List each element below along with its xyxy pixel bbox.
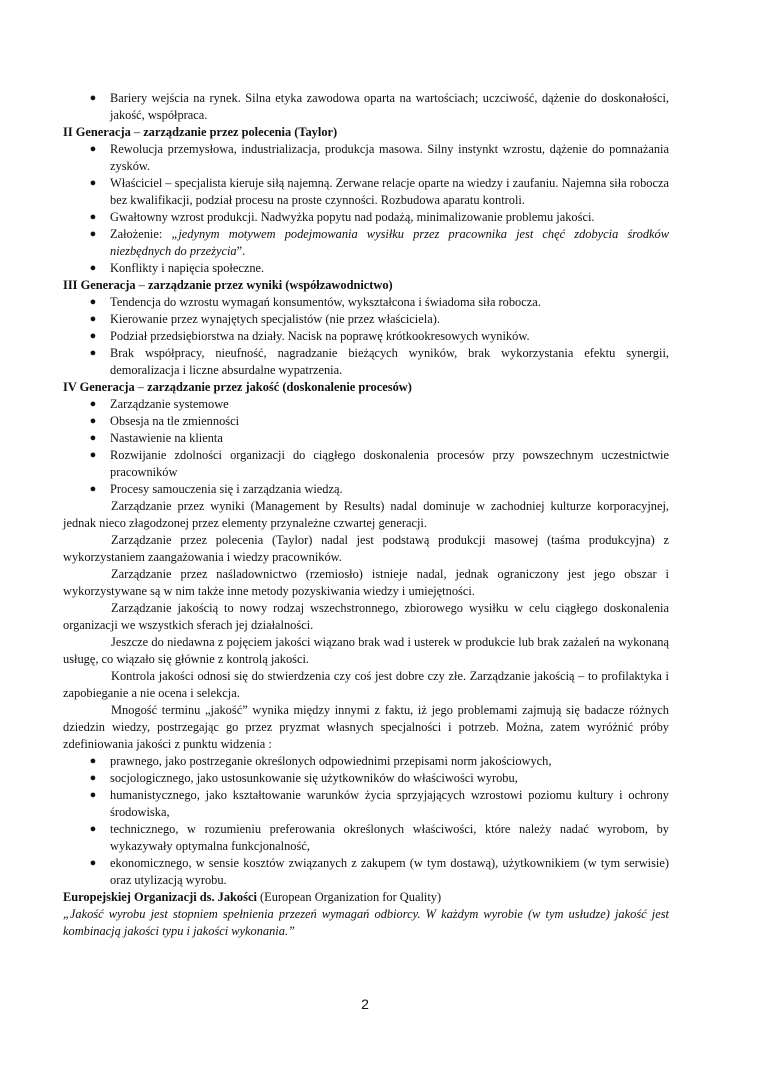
list-item [63, 481, 669, 498]
list-item-text: ekonomicznego, w sensie kosztów związanych z zakupem (w tym dostawą), użytkownikiem (w tym serwisie) oraz utylizacją wyrobu. [110, 856, 669, 887]
heading-label: IV Generacja [63, 380, 135, 394]
list-item-text: Właściciel – specjalista kieruje siłą najemną. Zerwane relacje oparte na wiedzy i zaufaniu. Najemna siła robocza bez kwalifikacji, podział procesu na proste czynności. Rozbudowa aparatu kontroli. [110, 176, 669, 207]
bullet-icon: ● [89, 772, 97, 784]
list-item-text: Tendencja do wzrostu wymagań konsumentów, wykształcona i świadoma siła robocza. [110, 295, 541, 309]
bullet-icon: ● [89, 415, 97, 427]
list-item-text [110, 226, 669, 260]
page-content [63, 90, 669, 940]
list-item [63, 345, 669, 379]
list-item-assumption [63, 226, 669, 260]
body-paragraph: Kontrola jakości odnosi się do stwierdzenia czy coś jest dobre czy złe. Zarządzanie jakością – to profilaktyka i zapobieganie a nie ocena i selekcja. [63, 669, 669, 700]
body-paragraph: Zarządzanie przez wyniki (Management by Results) nadal dominuje w zachodniej kulturze korporacyjnej, jednak nieco złagodzonej przez elementy przynależne czwartej generacji. [63, 499, 669, 530]
list-item [63, 260, 669, 277]
list-item-text: technicznego, w rozumieniu preferowania określonych właściwości, które należy nadać wyrobom, by wykazywały optymalna funkcjonalność, [110, 822, 669, 853]
list-item [63, 90, 669, 124]
eoq-quote: „Jakość wyrobu jest stopniem spełnienia przezeń wymagań odbiorcy. W każdym wyrobie (w tym usłudze) jakość jest kombinacją jakości typu i jakości wykonania.” [63, 907, 669, 938]
bullet-icon: ● [89, 449, 97, 461]
list-item-text: humanistycznego, jako kształtowanie warunków życia sprzyjających wzrostowi poziomu kultury i ochrony środowiska, [110, 788, 669, 819]
section-heading-ii-generacja [63, 124, 669, 141]
bullet-icon: ● [89, 177, 97, 189]
bullet-icon: ● [89, 398, 97, 410]
assumption-prefix: Założenie: [110, 227, 172, 241]
list-item [63, 821, 669, 855]
list-item [63, 328, 669, 345]
bullet-icon: ● [89, 296, 97, 308]
bullet-icon: ● [89, 313, 97, 325]
page-number: 2 [361, 996, 369, 1012]
bullet-icon: ● [89, 330, 97, 342]
list-item [63, 855, 669, 889]
list-item-text: Zarządzanie systemowe [110, 397, 229, 411]
list-item [63, 770, 669, 787]
list-item-text: prawnego, jako postrzeganie określonych odpowiednimi przepisami norm jakościowych, [110, 754, 552, 768]
list-item [63, 430, 669, 447]
bullet-icon: ● [89, 755, 97, 767]
section-heading-iii-generacja [63, 277, 669, 294]
list-item-text: Gwałtowny wzrost produkcji. Nadwyżka popytu nad podażą, minimalizowanie problemu jakości. [110, 210, 595, 224]
list-item [63, 396, 669, 413]
bullet-icon: ● [89, 347, 97, 359]
bullet-icon: ● [89, 823, 97, 835]
bullet-icon: ● [89, 92, 97, 104]
heading-dash: – [135, 278, 148, 292]
list-item [63, 447, 669, 481]
body-paragraph: Mnogość terminu „jakość” wynika między innymi z faktu, iż jego problemami zajmują się badacze różnych dziedzin wiedzy, postrzegając go przez pryzmat własnych specjalności i potrzeb. Można, zatem wyróżnić próby zdefiniowania jakości z punktu widzenia : [63, 703, 669, 751]
heading-dash: – [130, 125, 144, 139]
body-paragraph: Zarządzanie przez naśladownictwo (rzemiosło) istnieje nadal, jednak ograniczony jest jego obszar i wykorzystywane są w nim także inne metody pozyskiwania wiedzy i umiejętności. [63, 567, 669, 598]
list-item [63, 413, 669, 430]
eoq-english-name: (European Organization for Quality) [256, 890, 442, 904]
list-item-text: Bariery wejścia na rynek. Silna etyka zawodowa oparta na wartościach; uczciwość, dążenie do doskonałości, jakość, współpraca. [110, 91, 669, 122]
list-item-text: Brak współpracy, nieufność, nagradzanie bieżących wyników, brak wykorzystania efektu synergii, demoralizacja i liczne absurdalne wypatrzenia. [110, 346, 669, 377]
list-item [63, 294, 669, 311]
bullet-icon: ● [89, 228, 97, 240]
list-item-text: Nastawienie na klienta [110, 431, 223, 445]
eoq-name: Europejskiej Organizacji ds. Jakości [63, 890, 257, 904]
list-item [63, 175, 669, 209]
bullet-icon: ● [89, 483, 97, 495]
list-item-text: Podział przedsiębiorstwa na działy. Nacisk na poprawę krótkookresowych wyników. [110, 329, 530, 343]
heading-label: III Generacja [63, 278, 136, 292]
list-item-text: Obsesja na tle zmienności [110, 414, 240, 428]
section-heading-iv-generacja [63, 379, 669, 396]
body-paragraph: Zarządzanie przez polecenia (Taylor) nadal jest podstawą produkcji masowej (taśma produkcyjna) z wykorzystaniem zaangażowania i wiedzy pracowników. [63, 533, 669, 564]
list-item-text: Konflikty i napięcia społeczne. [110, 261, 265, 275]
body-paragraph: Zarządzanie jakością to nowy rodzaj wszechstronnego, zbiorowego wysiłku w celu ciągłego doskonalenia organizacji we wszystkich sferach jej działalności. [63, 601, 669, 632]
list-item-text: Rewolucja przemysłowa, industrializacja, produkcja masowa. Silny instynkt wzrostu, dążenie do pomnażania zysków. [110, 142, 669, 173]
bullet-icon: ● [89, 211, 97, 223]
heading-label: II Generacja [63, 125, 131, 139]
bullet-icon: ● [89, 789, 97, 801]
bullet-icon: ● [89, 432, 97, 444]
eoq-heading [63, 889, 669, 906]
assumption-quote: „jedynym motywem podejmowania wysiłku przez pracownika jest chęć zdobycia środków niezbędnych do przeżycia [110, 227, 669, 258]
assumption-suffix: ”. [236, 244, 246, 258]
bullet-icon: ● [89, 857, 97, 869]
bullet-icon: ● [89, 143, 97, 155]
list-item [63, 311, 669, 328]
list-item [63, 209, 669, 226]
heading-dash: – [134, 380, 148, 394]
list-item-text: Procesy samouczenia się i zarządzania wiedzą. [110, 482, 343, 496]
list-item-text: socjologicznego, jako ustosunkowanie się użytkowników do właściwości wyrobu, [110, 771, 518, 785]
list-item-text: Kierowanie przez wynajętych specjalistów (nie przez właściciela). [110, 312, 440, 326]
list-item [63, 141, 669, 175]
bullet-icon: ● [89, 262, 97, 274]
list-item-text: Rozwijanie zdolności organizacji do ciągłego doskonalenia procesów przy powszechnym uczestnictwie pracowników [110, 448, 669, 479]
heading-title: zarządzanie przez wyniki (współzawodnictwo) [148, 278, 393, 292]
body-paragraph: Jeszcze do niedawna z pojęciem jakości wiązano brak wad i usterek w produkcie lub brak zażaleń na wykonaną usługę, co wiązało się głównie z kontrolą jakości. [63, 635, 669, 666]
heading-title: zarządzanie przez polecenia (Taylor) [143, 125, 338, 139]
list-item [63, 787, 669, 821]
heading-title: zarządzanie przez jakość (doskonalenie procesów) [147, 380, 412, 394]
list-item [63, 753, 669, 770]
